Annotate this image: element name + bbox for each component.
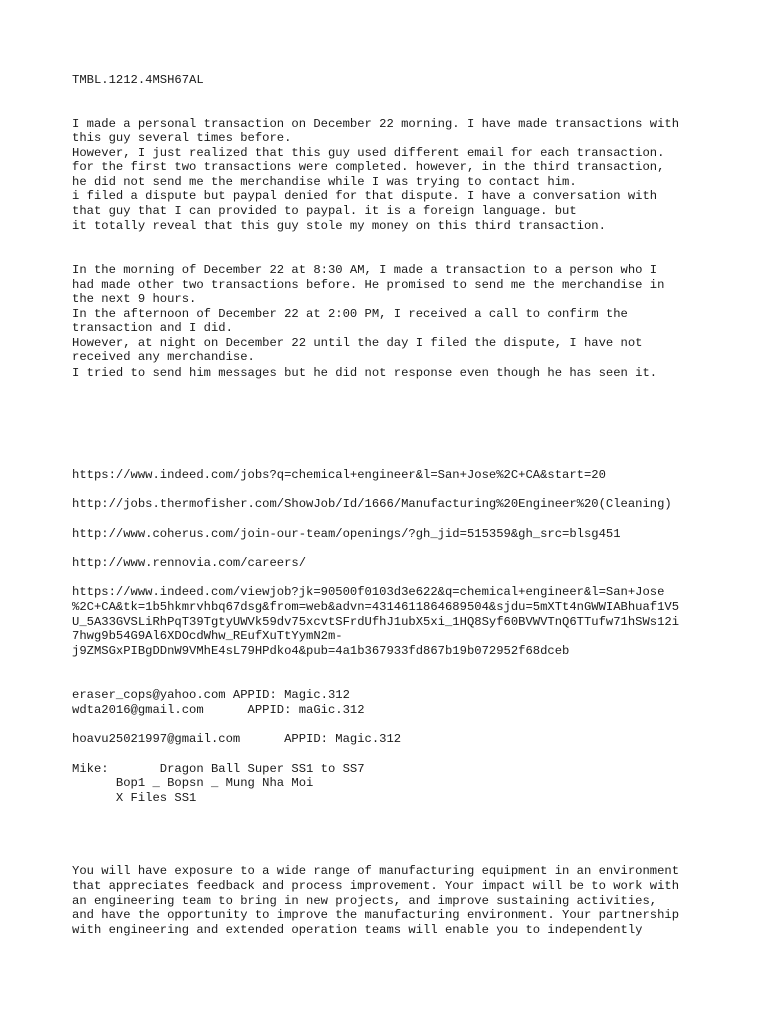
- para3-line: and have the opportunity to improve the manufacturing environment. Your partnership: [72, 908, 680, 922]
- para2-line: In the morning of December 22 at 8:30 AM, I made a transaction to a person who I: [72, 263, 658, 277]
- para1-line: i filed a dispute but paypal denied for that dispute. I have a conversation with: [72, 189, 658, 203]
- para2-line: transaction and I did.: [72, 321, 233, 335]
- para3-line: that appreciates feedback and process improvement. Your impact will be to work with: [72, 879, 680, 893]
- para2-line: In the afternoon of December 22 at 2:00 PM, I received a call to confirm the: [72, 307, 628, 321]
- para1-line: I made a personal transaction on December 22 morning. I have made transactions with: [72, 117, 680, 131]
- url-thermofisher: http://jobs.thermofisher.com/ShowJob/Id/1666/Manufacturing%20Engineer%20(Cleaning): [72, 497, 672, 511]
- mike-line: X Files SS1: [72, 791, 197, 805]
- para3-line: an engineering team to bring in new projects, and improve sustaining activities,: [72, 894, 658, 908]
- url-indeed-viewjob-line: https://www.indeed.com/viewjob?jk=90500f0103d3e622&q=chemical+engineer&l=San+Jose: [72, 585, 665, 599]
- mike-line: Mike: Dragon Ball Super SS1 to SS7: [72, 762, 365, 776]
- url-indeed-viewjob-line: U_5A33GVSLiRhPqT39TgtyUWVk59dv75xcvtSFrdUfhJ1ubX5xi_1HQ8Syf60BVWVTnQ6TTufw71hSWs12i: [72, 615, 680, 629]
- url-indeed-jobs: https://www.indeed.com/jobs?q=chemical+engineer&l=San+Jose%2C+CA&start=20: [72, 468, 606, 482]
- mike-line: Bop1 _ Bopsn _ Mung Nha Moi: [72, 776, 314, 790]
- account-line: wdta2016@gmail.com APPID: maGic.312: [72, 703, 365, 717]
- para2-line: had made other two transactions before. He promised to send me the merchandise in: [72, 278, 665, 292]
- para2-line: However, at night on December 22 until the day I filed the dispute, I have not: [72, 336, 643, 350]
- url-coherus: http://www.coherus.com/join-our-team/openings/?gh_jid=515359&gh_src=blsg451: [72, 527, 621, 541]
- para1-line: for the first two transactions were completed. however, in the third transaction,: [72, 160, 665, 174]
- para2-line: I tried to send him messages but he did not response even though he has seen it.: [72, 366, 658, 380]
- para3-line: with engineering and extended operation teams will enable you to independently: [72, 923, 643, 937]
- para3-line: You will have exposure to a wide range of manufacturing equipment in an environment: [72, 864, 680, 878]
- para1-line: this guy several times before.: [72, 131, 292, 145]
- para2-line: received any merchandise.: [72, 350, 255, 364]
- url-indeed-viewjob-line: %2C+CA&tk=1b5hkmrvhbq67dsg&from=web&advn=4314611864689504&sjdu=5mXTt4nGWWIABhuaf1V5: [72, 600, 680, 614]
- para1-line: that guy that I can provided to paypal. it is a foreign language. but: [72, 204, 577, 218]
- para2-line: the next 9 hours.: [72, 292, 197, 306]
- para1-line: it totally reveal that this guy stole my money on this third transaction.: [72, 219, 606, 233]
- para1-line: However, I just realized that this guy used different email for each transaction.: [72, 146, 665, 160]
- account-line: eraser_cops@yahoo.com APPID: Magic.312: [72, 688, 350, 702]
- url-rennovia: http://www.rennovia.com/careers/: [72, 556, 307, 570]
- url-indeed-viewjob-line: 7hwg9b54G9Al6XDOcdWhw_REufXuTtYymN2m-: [72, 629, 343, 643]
- para1-line: he did not send me the merchandise while I was trying to contact him.: [72, 175, 577, 189]
- account-line: hoavu25021997@gmail.com APPID: Magic.312: [72, 732, 402, 746]
- url-indeed-viewjob-line: j9ZMSGxPIBgDDnW9VMhE4sL79HPdko4&pub=4a1b367933fd867b19b072952f68dceb: [72, 644, 570, 658]
- document-id: TMBL.1212.4MSH67AL: [72, 73, 204, 87]
